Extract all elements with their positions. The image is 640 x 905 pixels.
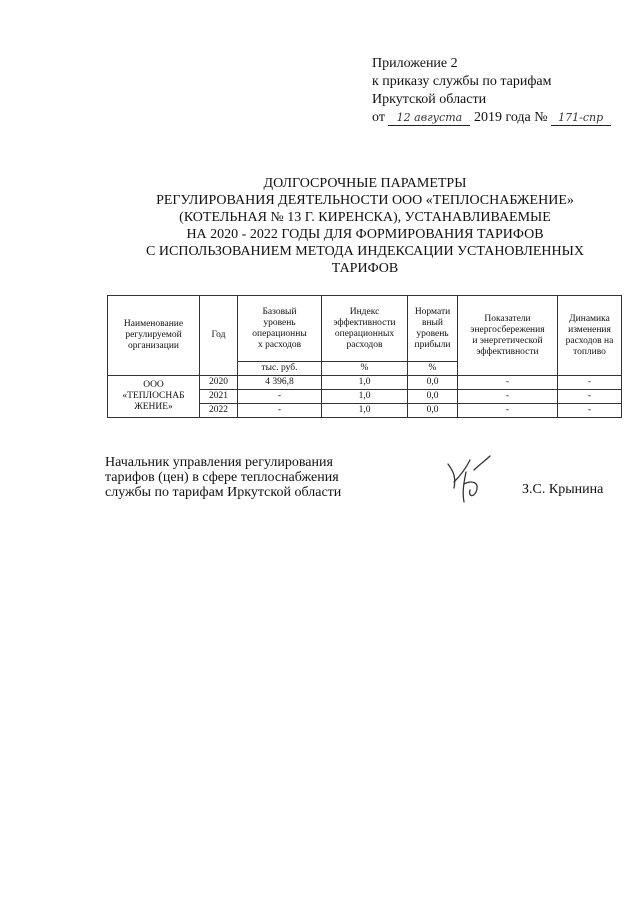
cell-norm: 0,0 <box>408 404 458 418</box>
signatory-position <box>105 455 341 500</box>
handwritten-order-number: 171-спр <box>551 109 611 126</box>
cell-base: - <box>238 404 322 418</box>
handwritten-signature-icon <box>440 452 500 507</box>
header-profit-norm: Нормати вный уровень прибыли <box>408 296 458 362</box>
cell-norm: 0,0 <box>408 376 458 390</box>
cell-base: 4 396,8 <box>238 376 322 390</box>
position-line-2: тарифов (цен) в сфере теплоснабжения <box>105 470 339 485</box>
position-line-1: Начальник управления регулирования <box>105 455 333 470</box>
cell-fuel: - <box>558 376 622 390</box>
cell-energy: - <box>458 390 558 404</box>
cell-fuel: - <box>558 390 622 404</box>
annex-line-3: Иркутской области <box>372 92 487 107</box>
parameters-table <box>107 295 622 418</box>
title-line-6: ТАРИФОВ <box>331 261 399 276</box>
unit-norm: % <box>408 362 458 376</box>
cell-year: 2020 <box>200 376 238 390</box>
position-line-3: службы по тарифам Иркутской области <box>105 485 342 500</box>
header-efficiency-index: Индекс эффективности операционных расходов <box>322 296 408 362</box>
title-line-1: ДОЛГОСРОЧНЫЕ ПАРАМЕТРЫ <box>263 176 467 191</box>
date-prefix: от <box>372 110 385 125</box>
cell-norm: 0,0 <box>408 390 458 404</box>
cell-index: 1,0 <box>322 390 408 404</box>
title-line-5: С ИСПОЛЬЗОВАНИЕМ МЕТОДА ИНДЕКСАЦИИ УСТАНОВЛЕННЫХ <box>146 244 584 259</box>
title-line-3: (КОТЕЛЬНАЯ № 13 Г. КИРЕНСКА), УСТАНАВЛИВАЕМЫЕ <box>179 210 551 225</box>
table-row <box>108 376 622 390</box>
cell-year: 2021 <box>200 390 238 404</box>
annex-line-1: Приложение 2 <box>372 56 458 71</box>
header-year: Год <box>200 296 238 376</box>
cell-index: 1,0 <box>322 404 408 418</box>
cell-energy: - <box>458 376 558 390</box>
title-line-4: НА 2020 - 2022 ГОДЫ ДЛЯ ФОРМИРОВАНИЯ ТАРИФОВ <box>186 227 544 242</box>
document-title <box>105 175 625 277</box>
cell-energy: - <box>458 404 558 418</box>
header-base-opex: Базовый уровень операционны х расходов <box>238 296 322 362</box>
title-line-2: РЕГУЛИРОВАНИЯ ДЕЯТЕЛЬНОСТИ ООО «ТЕПЛОСНАБЖЕНИЕ» <box>156 193 574 208</box>
unit-index: % <box>322 362 408 376</box>
cell-base: - <box>238 390 322 404</box>
signatory-name: З.С. Крынина <box>522 482 604 497</box>
cell-year: 2022 <box>200 404 238 418</box>
header-row <box>108 296 622 362</box>
annex-date-line <box>372 109 611 127</box>
header-fuel-dynamics: Динамика изменения расходов на топливо <box>558 296 622 376</box>
date-suffix: 2019 года № <box>473 110 548 125</box>
handwritten-date: 12 августа <box>388 109 470 126</box>
unit-base: тыс. руб. <box>238 362 322 376</box>
header-energy-saving: Показатели энергосбережения и энергетической эффективности <box>458 296 558 376</box>
org-name-cell: ООО «ТЕПЛОСНАБ ЖЕНИЕ» <box>108 376 200 418</box>
cell-index: 1,0 <box>322 376 408 390</box>
cell-fuel: - <box>558 404 622 418</box>
header-org: Наименование регулируемой организации <box>108 296 200 376</box>
annex-block <box>372 55 611 127</box>
annex-line-2: к приказу службы по тарифам <box>372 74 552 89</box>
